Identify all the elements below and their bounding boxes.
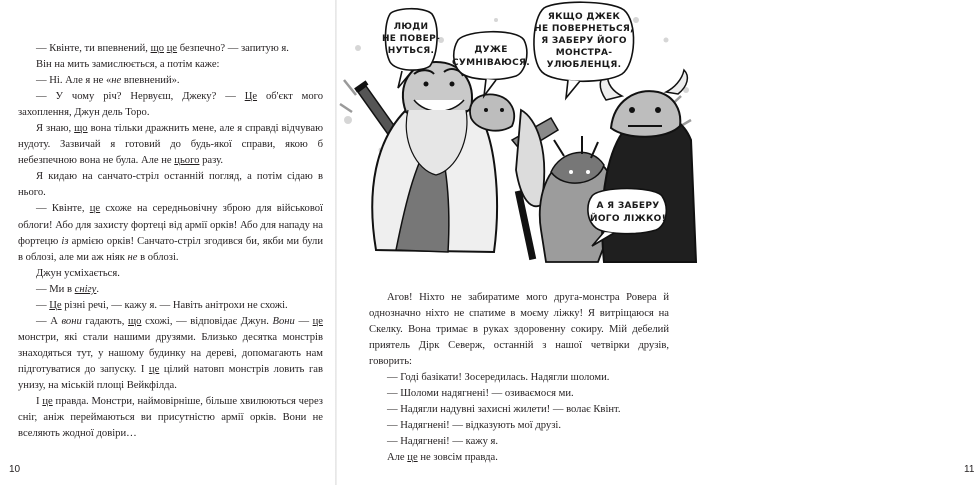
text-run: Це bbox=[49, 299, 62, 311]
text-run: це bbox=[312, 315, 324, 327]
text-run: що bbox=[128, 315, 142, 327]
paragraph-r4 bbox=[369, 402, 669, 418]
text-run: — Квінте, bbox=[36, 203, 90, 215]
text-run: — А bbox=[36, 315, 62, 327]
text-run: вони bbox=[61, 315, 82, 327]
text-run: не зовсім правда. bbox=[417, 452, 498, 464]
text-run: Джун усміхається. bbox=[36, 267, 120, 279]
bubble-2-line-2: СУМНІВАЮСЯ. bbox=[451, 58, 531, 68]
text-run: в облозі. bbox=[137, 251, 179, 263]
paragraph-p12 bbox=[18, 394, 323, 442]
text-run: — Ми в bbox=[36, 283, 75, 295]
text-run: снігу bbox=[74, 283, 97, 295]
paragraph-p5 bbox=[18, 121, 323, 169]
small-monster-head bbox=[470, 94, 514, 130]
text-run: Я знаю, bbox=[36, 123, 75, 135]
text-run: — Шоломи надягнені! — озиваємося ми. bbox=[387, 388, 574, 400]
text-run: це bbox=[166, 43, 178, 54]
paragraph-p10 bbox=[18, 298, 323, 314]
paragraph-p6 bbox=[18, 169, 323, 201]
text-run: гадають, bbox=[81, 315, 128, 327]
text-run: Вони bbox=[272, 315, 295, 327]
text-run: — Надягли надувні захисні жилети! — волає Квінт. bbox=[387, 404, 621, 416]
text-run: — Годі базікати! Зосередилась. Надягли шоломи. bbox=[387, 372, 610, 384]
text-run: не bbox=[111, 75, 122, 87]
paragraph-p9 bbox=[18, 282, 323, 298]
text-run: — bbox=[294, 315, 313, 327]
paragraph-r7 bbox=[369, 450, 669, 466]
paragraph-p3 bbox=[18, 73, 323, 89]
bubble-3-line-5: УЛЮБЛЕНЦЯ. bbox=[546, 60, 622, 70]
text-run: безпечно? — запитую я. bbox=[177, 43, 289, 54]
text-run: із bbox=[61, 235, 69, 247]
text-run: — Квінте, ти впевнений, bbox=[36, 43, 151, 54]
speech-bubble-3 bbox=[534, 2, 634, 98]
text-run: — bbox=[36, 299, 50, 311]
left-page bbox=[0, 0, 337, 485]
text-run: — У чому річ? Нервуєш, Джеку? — bbox=[36, 91, 245, 103]
text-run: Я кидаю на санчато-стріл останній погляд, а потім сідаю в нього. bbox=[18, 171, 323, 199]
right-page-text bbox=[369, 290, 669, 467]
paragraph-p8 bbox=[18, 266, 323, 282]
text-run: це bbox=[89, 203, 101, 215]
paragraph-r2 bbox=[369, 370, 669, 386]
paragraph-p7 bbox=[18, 201, 323, 265]
page-number-right: 11 bbox=[964, 464, 974, 475]
text-run: монстри, які стали нашими друзями. Близько десятка монстрів знаходяться тут, у нашому будинку на дереві, допомагають нам підготуватися до запуску. І bbox=[18, 331, 323, 375]
text-run: — Ні. Але я не « bbox=[36, 75, 112, 87]
text-run: вона тільки дражнить мене, але я справді відчуваю нудоту. Зазвичай я готовий до будь-якої справи, якою б небезпечною вона не була. Але не bbox=[18, 123, 323, 167]
text-run: Він на мить замислюється, а потім каже: bbox=[36, 59, 220, 71]
bubble-3-line-4: МОНСТРА- bbox=[555, 48, 613, 58]
bubble-4-line-1: А Я ЗАБЕРУ bbox=[596, 201, 660, 211]
text-run: схожі, — відповідає Джун. bbox=[141, 315, 273, 327]
bubble-3-line-1: ЯКЩО ДЖЕК bbox=[547, 12, 621, 22]
text-run: армією орків! Санчато-стріл згодився би, якби ми були в облозі, але ми аж ніяк bbox=[18, 235, 323, 263]
bubble-4-line-2: ЙОГО ЛІЖКО! bbox=[590, 214, 666, 224]
text-run: цілий натовп монстрів ловить гав унизу, на міській площі Вейкфілда. bbox=[18, 363, 323, 391]
text-run: різні речі, — кажу я. — Навіть анітрохи не схожі. bbox=[61, 299, 288, 311]
text-run: це bbox=[407, 452, 418, 464]
comic-illustration bbox=[336, 0, 700, 272]
paragraph-p4 bbox=[18, 89, 323, 121]
text-run: — Надягнені! — кажу я. bbox=[387, 436, 499, 448]
text-run: Але bbox=[387, 452, 408, 464]
paragraph-r3 bbox=[369, 386, 669, 402]
left-page-text bbox=[18, 41, 323, 442]
text-run: — Надягнені! — відказують мої друзі. bbox=[387, 420, 561, 432]
text-run: впевнений». bbox=[121, 75, 180, 87]
text-run: . bbox=[96, 283, 100, 295]
bubble-3-line-2: НЕ ПОВЕРНЕТЬСЯ, bbox=[534, 24, 634, 34]
text-run: Це bbox=[244, 91, 258, 103]
bubble-1-line-1: ЛЮДИ bbox=[393, 22, 429, 32]
text-run: схоже на середньовічну зброю для військової облоги! Або для захисту фортеці від армії орків! Або для нападу на фортецю bbox=[18, 203, 323, 247]
bubble-3-line-3: Я ЗАБЕРУ ЙОГО bbox=[541, 36, 627, 46]
text-run: І bbox=[36, 396, 43, 408]
text-run: це bbox=[42, 396, 53, 408]
text-run: що bbox=[74, 123, 88, 135]
svg-text:ЯКЩО ДЖЕКНЕ ПОВЕРНЕТЬСЯ,Я ЗАБЕ bbox=[534, 12, 634, 70]
text-run: разу. bbox=[199, 155, 223, 167]
paragraph-p11 bbox=[18, 314, 323, 394]
bubble-2-line-1: ДУЖЕ bbox=[474, 45, 508, 55]
bubble-1-line-2: НЕ ПОВЕР- bbox=[381, 34, 441, 44]
text-run: Агов! Ніхто не забиратиме мого друга-монстра Ровера й однозначно ніхто не спатиме в моєму ліжку! Я витріщаюся на Скелку. Вона тримає в руках здоровенну сокиру. Мій дебелий приятель Дірк Северж, останній з нашої четвірки друзів, говорить: bbox=[369, 292, 669, 368]
text-run: цього bbox=[174, 155, 200, 167]
text-run: це bbox=[148, 363, 160, 375]
text-run: правда. Монстри, наймовірніше, більше хвилюються через сніг, аніж переймаються ви присутністю армії орків. Вони не вселяють жодної довіри… bbox=[18, 396, 323, 440]
text-run: що bbox=[150, 43, 165, 54]
text-run: не bbox=[127, 251, 138, 263]
paragraph-r5 bbox=[369, 418, 669, 434]
bubble-1-line-3: НУТЬСЯ. bbox=[387, 46, 435, 56]
paragraph-r1 bbox=[369, 290, 669, 370]
paragraph-p1 bbox=[18, 41, 323, 57]
paragraph-r6 bbox=[369, 434, 669, 450]
text-run: об'єкт мого захоплення, Джун дель Торо. bbox=[18, 91, 323, 119]
page-number-left: 10 bbox=[9, 464, 21, 475]
paragraph-p2 bbox=[18, 57, 323, 73]
